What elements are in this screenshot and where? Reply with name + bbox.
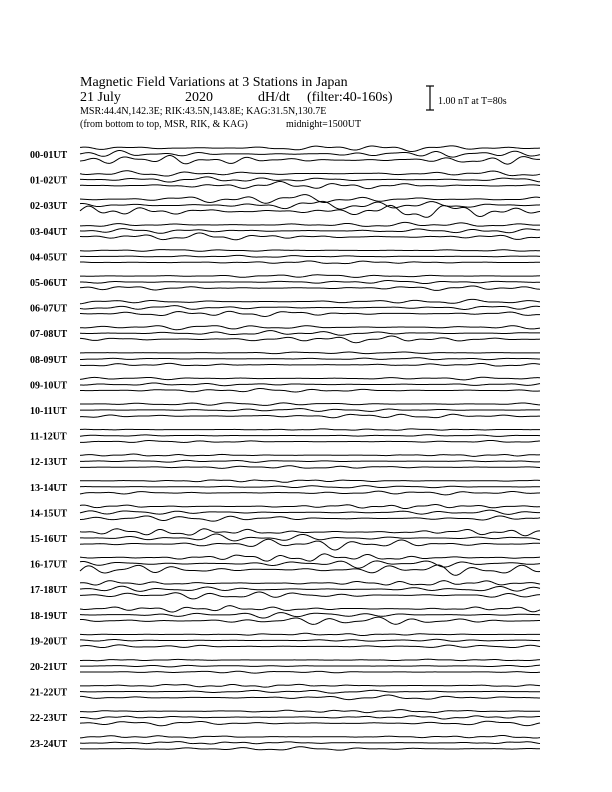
station-trace [80, 403, 540, 406]
station-trace [80, 561, 540, 568]
station-trace [80, 429, 540, 430]
row-label: 03-04UT [30, 226, 68, 238]
row-label: 01-02UT [30, 175, 68, 187]
station-trace [80, 146, 540, 152]
trace-row [30, 222, 540, 239]
row-label: 16-17UT [30, 559, 68, 571]
station-trace [80, 665, 540, 667]
scale-bar [426, 86, 434, 110]
station-trace [80, 389, 540, 392]
station-trace [80, 331, 540, 336]
station-trace [80, 377, 540, 380]
row-label: 00-01UT [30, 150, 68, 161]
station-trace [80, 529, 540, 536]
station-trace [80, 721, 540, 726]
station-trace [80, 491, 540, 495]
station-trace [80, 690, 540, 693]
station-trace [80, 151, 540, 158]
trace-row [30, 480, 540, 495]
row-label: 15-16UT [30, 534, 68, 545]
trace-row [30, 429, 540, 443]
trace-row [30, 710, 540, 726]
trace-row [30, 352, 540, 366]
row-label: 17-18UT [30, 585, 68, 597]
station-trace [80, 299, 540, 303]
row-label: 13-14UT [30, 482, 68, 494]
row-label: 23-24UT [30, 738, 68, 750]
station-trace [80, 255, 540, 257]
row-label: 11-12UT [30, 431, 67, 443]
station-trace [80, 639, 540, 641]
row-label: 20-21UT [30, 662, 68, 673]
station-trace [80, 534, 540, 541]
station-trace [80, 516, 540, 521]
station-trace [80, 286, 540, 290]
trace-row [30, 529, 540, 550]
chart-date: 21 July [80, 90, 121, 105]
station-trace [80, 586, 540, 591]
trace-row [30, 505, 540, 522]
trace-row [30, 146, 540, 164]
station-trace [80, 250, 540, 252]
row-label: 18-19UT [30, 610, 68, 622]
trace-row [30, 326, 540, 343]
station-trace [80, 454, 540, 456]
station-trace [80, 233, 540, 240]
station-trace [80, 229, 540, 234]
station-trace [80, 684, 540, 687]
station-trace [80, 358, 540, 360]
row-label: 10-11UT [30, 406, 67, 417]
station-trace [80, 352, 540, 354]
station-trace [80, 281, 540, 284]
station-trace [80, 710, 540, 713]
station-trace [80, 617, 540, 624]
row-label: 21-22UT [30, 687, 68, 699]
station-trace [80, 171, 540, 176]
station-trace [80, 565, 540, 575]
station-trace [80, 414, 540, 417]
station-trace [80, 671, 540, 673]
station-trace [80, 747, 540, 750]
station-trace [80, 742, 540, 744]
station-trace [80, 195, 540, 204]
row-label: 07-08UT [30, 329, 68, 341]
station-trace [80, 435, 540, 437]
station-trace [80, 466, 540, 469]
station-coordinates: MSR:44.4N,142.3E; RIK:43.5N,143.8E; KAG:31.5N,130.7E [80, 106, 327, 117]
station-trace [80, 261, 540, 264]
station-trace [80, 181, 540, 188]
trace-row [30, 684, 540, 699]
station-trace [80, 606, 540, 612]
station-order-note: (from bottom to top, MSR, RIK, & KAG) [80, 119, 248, 130]
station-trace [80, 156, 540, 165]
row-label: 02-03UT [30, 201, 68, 213]
scale-bar-label: 1.00 nT at T=80s [438, 96, 507, 107]
station-trace [80, 592, 540, 599]
station-trace [80, 336, 540, 343]
station-trace [80, 480, 540, 482]
trace-row [30, 403, 540, 418]
row-label: 08-09UT [30, 354, 68, 366]
station-trace [80, 222, 540, 226]
station-trace [80, 716, 540, 719]
station-trace [80, 659, 540, 661]
station-trace [80, 363, 540, 366]
chart-quantity: dH/dt [258, 90, 290, 105]
station-trace [80, 581, 540, 585]
station-trace [80, 440, 540, 442]
station-trace [80, 409, 540, 412]
trace-row [30, 581, 540, 599]
row-label: 14-15UT [30, 508, 68, 520]
row-label: 19-20UT [30, 636, 68, 648]
station-trace [80, 554, 540, 561]
trace-row [30, 377, 540, 392]
midnight-note: midnight=1500UT [286, 119, 362, 130]
station-trace [80, 275, 540, 278]
trace-row [30, 195, 540, 218]
trace-row [30, 554, 540, 575]
chart-filter: (filter:40-160s) [307, 90, 393, 105]
station-trace [80, 326, 540, 330]
station-trace [80, 486, 540, 488]
row-label: 04-05UT [30, 252, 68, 264]
row-label: 09-10UT [30, 380, 68, 392]
station-trace [80, 539, 540, 550]
trace-row [30, 299, 540, 316]
station-trace [80, 645, 540, 648]
trace-row [30, 606, 540, 625]
station-trace [80, 695, 540, 700]
trace-row [30, 735, 540, 750]
station-trace [80, 613, 540, 618]
station-trace [80, 383, 540, 386]
trace-row [30, 633, 540, 647]
station-trace [80, 505, 540, 509]
station-trace [80, 735, 540, 738]
row-label: 06-07UT [30, 303, 68, 315]
station-trace [80, 510, 540, 514]
station-trace [80, 633, 540, 635]
row-label: 12-13UT [30, 457, 68, 469]
station-trace [80, 201, 540, 209]
row-label: 05-06UT [30, 278, 68, 289]
row-label: 22-23UT [30, 713, 68, 725]
station-trace [80, 311, 540, 316]
trace-rows [30, 146, 540, 750]
station-trace [80, 306, 540, 310]
trace-row [30, 275, 540, 291]
trace-row [30, 454, 540, 468]
chart-title: Magnetic Field Variations at 3 Stations in Japan [80, 75, 348, 90]
station-trace [80, 460, 540, 462]
station-trace [80, 177, 540, 182]
trace-row [30, 171, 540, 189]
chart-year: 2020 [185, 90, 213, 105]
trace-row [30, 659, 540, 673]
trace-row [30, 250, 540, 264]
